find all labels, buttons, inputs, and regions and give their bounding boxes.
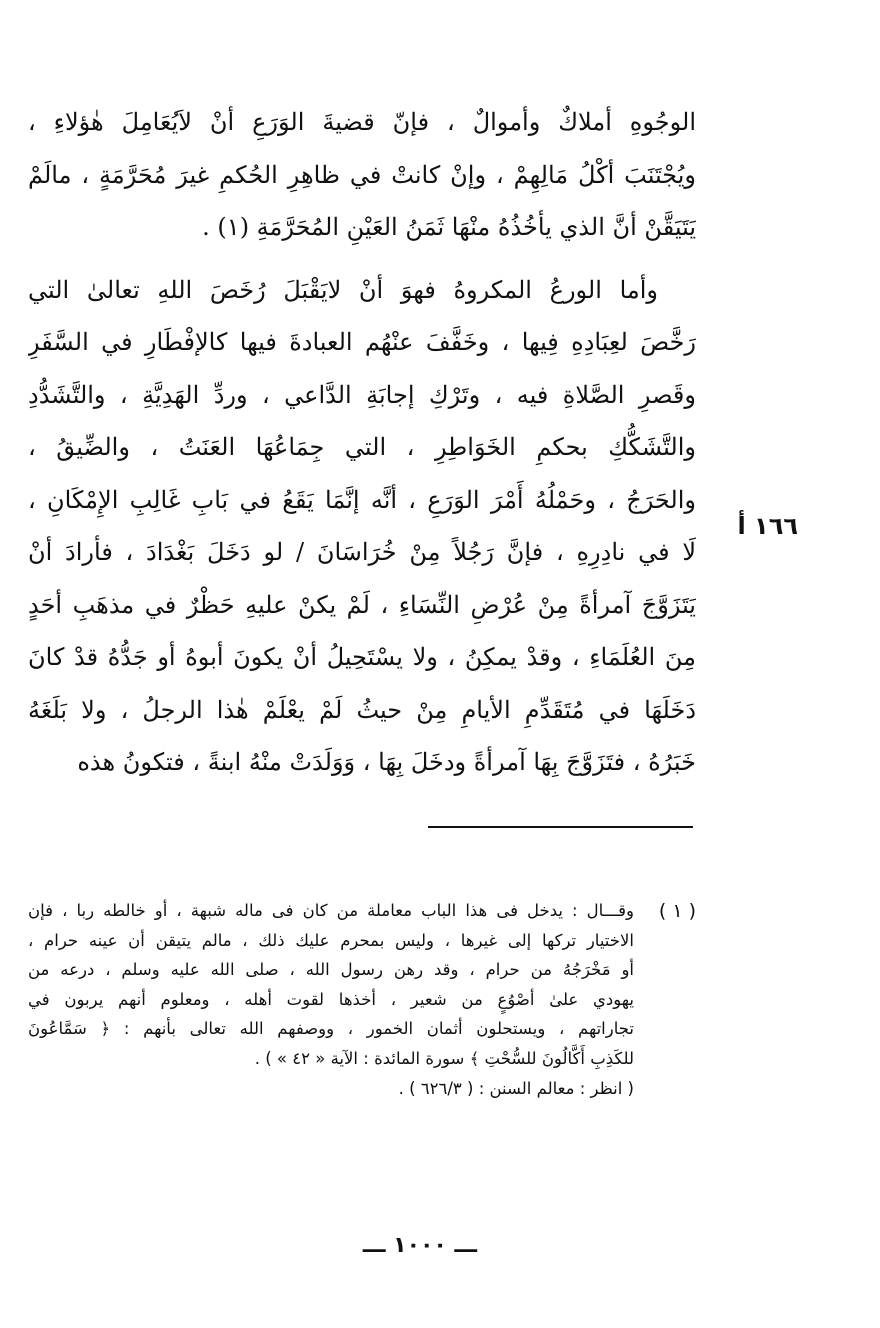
footnote-line: وقـــال : يدخل فى هذا الباب معاملة من كان فى ماله شبهة ، أو خالطه ربا ، فإن (28, 901, 634, 920)
text-line: مِنَ العُلَمَاءِ ، وقدْ يمكِنُ ، ولا يسْتَحِيلُ أنْ يكونَ أبوهُ أو جَدُّهُ قدْ كانَ (28, 643, 696, 671)
text-line: دَخَلَهَا في مُتَقَدِّمِ الأيامِ مِنْ حيثُ لَمْ يعْلَمْ هٰذا الرجلُ ، ولا بَلَغَهُ (28, 695, 696, 724)
text-line: وقَصرِ الصَّلاةِ فيه ، وتَرْكِ إجابَةِ الدَّاعي ، وردِّ الهَدِيَّةِ ، والتَّشَدُّدِ (28, 380, 696, 409)
footnote-line: للكَذِبِ أَكَّالُونَ للسُّحْتِ ﴾ سورة المائدة : الآية « ٤٢ » ) . (254, 1048, 634, 1068)
text-line: والحَرَجُ ، وحَمْلُهُ أَمْرَ الوَرَعِ ، أنَّه إنَّمَا يَقَعُ في بَابِ غَالِبِ الإِمْكَانِ ، (28, 485, 696, 514)
paragraph-1 (28, 96, 696, 254)
page-number: ـــ ١٠٠٠ ـــ (362, 1233, 478, 1258)
text-line: ويُجْتَنَبَ أكْلُ مَالِهِمْ ، وإنْ كانتْ في ظاهِرِ الحُكمِ غيرَ مُحَرَّمَةٍ ، مالَمْ (28, 160, 696, 189)
footnote-1 (28, 896, 696, 1103)
paragraph-2 (28, 264, 696, 789)
text-line: يَتَيَقَّنْ أنَّ الذي يأخُذُهُ منْهَا ثَمَنُ العَيْنِ المُحَرَّمَةِ (١) . (202, 213, 696, 241)
text-line: الوجُوهِ أملاكٌ وأموالٌ ، فإنّ قضيةَ الوَرَعِ أنْ لاَيُعَامِلَ هٰؤلاءِ ، (28, 108, 696, 136)
text-line: رَخَّصَ لعِبَادِهِ فِيها ، وخَفَّفَ عنْهُم العبادةَ فيها كالإفْطَارِ في السَّفَرِ (28, 328, 696, 356)
main-text (28, 96, 696, 789)
text-line: لَا في نادِرِهِ ، فإنَّ رَجُلاً مِنْ خُرَاسَانَ / لو دَخَلَ بَغْدَادَ ، فأرادَ أنْ (28, 538, 696, 566)
text-line: خَبَرُهُ ، فتَزَوَّجَ بِهَا آمرأةً ودخَلَ بِهَا ، وَوَلَدَتْ منْهُ ابنةً ، فتكونُ هذه (77, 748, 696, 776)
footnote-line: أو مَخْرَجُهُ من حرام ، وقد رهن رسول الله ، صلى الله عليه وسلم ، درعه من (28, 960, 634, 980)
footnote-line: ( انظر : معالم السنن : ( ٦٢٦/٣ ) . (398, 1078, 634, 1098)
footnote-line: يهودي علىٰ أصْوُعٍ من شعير ، أخذها لقوت أهله ، ومعلوم أنهم يربون في (28, 989, 634, 1009)
footnotes (28, 896, 696, 1103)
text-line: والتَّشَكُّكِ بحكمِ الخَوَاطِرِ ، التي جِمَاعُهَا العَنَتُ ، والضِّيقُ ، (28, 433, 696, 461)
footnote-body (28, 896, 634, 1103)
footnote-separator (428, 826, 693, 828)
manuscript-folio-reference: ١٦٦ أ (737, 512, 798, 540)
footnote-line: الاختيار تركها إلى غيرها ، وليس بمحرم عليك ذلك ، مالم يتيقن أن عينه حرام ، (28, 930, 634, 950)
footnote-number: ( ١ ) (658, 900, 696, 922)
text-line: وأما الورعُ المكروهُ فهوَ أنْ لايَقْبَلَ رُخَصَ اللهِ تعالىٰ التي (28, 275, 658, 304)
text-line: يَتَزَوَّجَ آمرأةً مِنْ عُرْضِ النِّسَاءِ ، لَمْ يكنْ عليهِ حَظْرٌ في مذهَبِ أحَدٍ (28, 590, 696, 619)
footnote-line: تجاراتهم ، ويستحلون أثمان الخمور ، ووصفهم الله تعالى بأنهم : ﴿ سَمَّاعُونَ (28, 1019, 634, 1039)
